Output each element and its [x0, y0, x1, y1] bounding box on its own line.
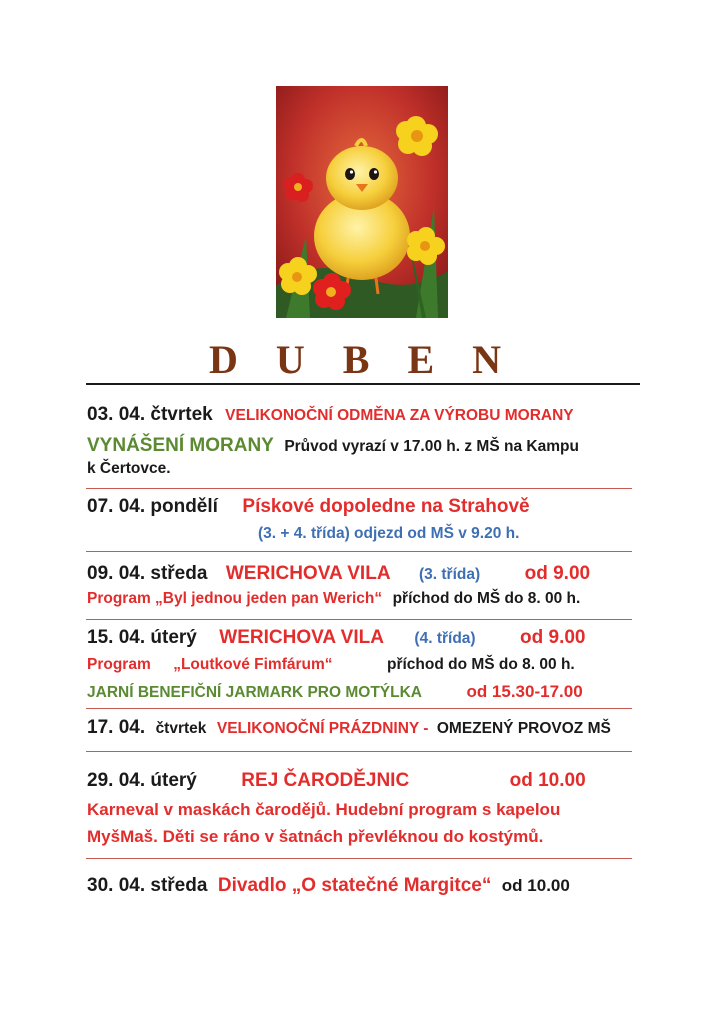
- event-row: [87, 591, 580, 607]
- event-fair: JARNÍ BENEFIČNÍ JARMARK PRO MOTÝLKA: [87, 684, 422, 701]
- event-row: [87, 405, 574, 424]
- event-date: 03. 04. čtvrtek: [87, 404, 213, 425]
- event-note: OMEZENÝ PROVOZ MŠ: [436, 720, 611, 737]
- event-name: REJ ČARODĚJNIC: [241, 770, 410, 791]
- event-date: 30. 04. středa: [87, 875, 208, 896]
- event-row: [87, 876, 570, 895]
- event-arrival: příchod do MŠ do 8. 00 h.: [386, 656, 575, 673]
- event-class: (4. třída): [414, 630, 476, 647]
- event-time: od 10.00: [501, 876, 570, 895]
- title-divider: [86, 383, 640, 385]
- event-row: [87, 771, 586, 790]
- event-arrival: příchod do MŠ do 8. 00 h.: [392, 590, 581, 607]
- event-program: Program „Byl jednou jeden pan Werich“: [87, 590, 383, 607]
- event-date: 15. 04. úterý: [87, 627, 197, 648]
- event-fair-time: od 15.30-17.00: [466, 682, 583, 701]
- divider: [86, 619, 632, 620]
- event-class: (3. třída): [419, 566, 481, 583]
- divider: [86, 551, 632, 552]
- divider: [86, 858, 632, 859]
- event-time: od 9.00: [524, 563, 591, 584]
- event-name: VELIKONOČNÍ PRÁZDNINY -: [216, 720, 429, 737]
- event-day: čtvrtek: [155, 720, 207, 737]
- event-description: Karneval v maskách čarodějů. Hudební program s kapelou: [87, 800, 561, 819]
- event-name: WERICHOVA VILA: [225, 563, 391, 584]
- divider: [86, 751, 632, 752]
- event-row: [87, 436, 579, 455]
- easter-chick-illustration: [276, 86, 448, 318]
- event-program-name: „Loutkové Fimfárum“: [173, 656, 333, 673]
- event-text: k Čertovce.: [87, 460, 171, 477]
- event-row: [87, 628, 586, 647]
- event-date: 29. 04. úterý: [87, 770, 197, 791]
- event-row: [87, 718, 611, 737]
- event-row: [87, 497, 530, 516]
- page-title: D U B E N: [208, 337, 516, 382]
- event-date: 07. 04. pondělí: [87, 496, 218, 517]
- event-time: od 9.00: [520, 627, 586, 648]
- event-date: 17. 04.: [87, 717, 146, 738]
- event-row: [87, 657, 575, 673]
- event-name: Divadlo „O statečné Margitce“: [217, 875, 492, 896]
- event-subtitle: VYNÁŠENÍ MORANY: [87, 435, 274, 456]
- event-date: 09. 04. středa: [87, 563, 208, 584]
- event-time: od 10.00: [509, 770, 586, 791]
- event-program-label: Program: [87, 656, 151, 673]
- divider: [86, 708, 632, 709]
- event-highlight: VELIKONOČNÍ ODMĚNA ZA VÝROBU MORANY: [225, 407, 574, 424]
- divider: [86, 488, 632, 489]
- event-name: WERICHOVA VILA: [219, 627, 384, 648]
- event-text: Průvod vyrazí v 17.00 h. z MŠ na Kampu: [284, 438, 579, 455]
- event-detail: (3. + 4. třída) odjezd od MŠ v 9.20 h.: [258, 525, 520, 542]
- event-row: [87, 683, 583, 701]
- event-name: Pískové dopoledne na Strahově: [242, 496, 530, 517]
- event-row: [87, 564, 590, 583]
- event-description: MyšMaš. Děti se ráno v šatnách převléknou do kostýmů.: [87, 827, 544, 846]
